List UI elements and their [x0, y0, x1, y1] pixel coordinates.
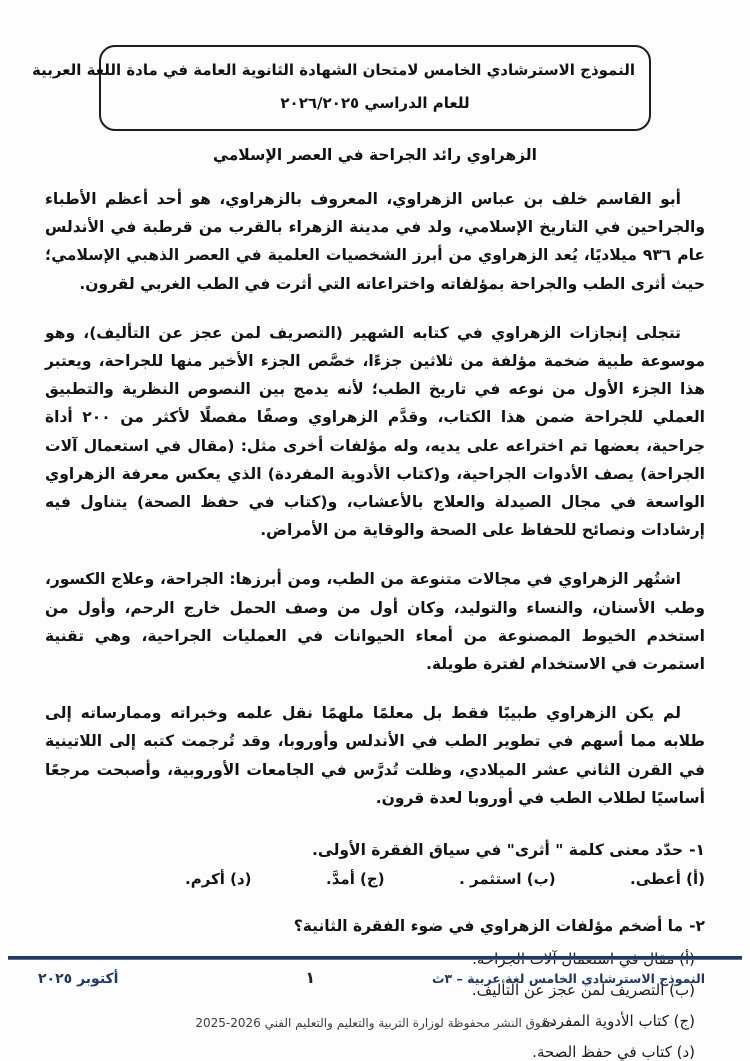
- exam-header-line2: للعام الدراسي ٢٠٢٦/٢٠٢٥: [280, 94, 470, 112]
- footer-date: أكتوبر ٢٠٢٥: [38, 971, 119, 987]
- question-1-number: ١-: [689, 841, 705, 860]
- question-2-option-b: (ب) التصريف لمن عجز عن التأليف.: [471, 981, 695, 1000]
- question-1: [45, 836, 705, 888]
- question-2-number: ٢-: [689, 917, 705, 936]
- question-2-option-c: (ج) كتاب الأدوية المفردة: [542, 1012, 695, 1031]
- question-2-option-d: (د) كتاب في حفظ الصحة.: [532, 1043, 695, 1061]
- footer-model-label: النموذج الاسترشادي الخامس لغة عربية – ٣ث: [431, 971, 705, 986]
- question-1-text: [45, 836, 705, 864]
- question-1-stem: حدّد معنى كلمة " أثرى" في سياق الفقرة الأولى.: [312, 841, 684, 860]
- footer-divider-line: [8, 956, 742, 960]
- copyright-notice: حقوق النشر محفوظة لوزارة التربية والتعليم والتعليم الفني 2026-2025: [195, 1016, 555, 1030]
- passage-paragraph-1: أبو القاسم خلف بن عباس الزهراوي، المعروف بالزهراوي، هو أحد أعظم الأطباء والجراحين في التاريخ الإسلامي، ولد في مدينة الزهراء بالقرب من قرطبة في الأندلس عام ٩٣٦ ميلاديًا، يُعد الزهراوي من أبرز الشخصيات العلمية في العصر الذهبي الإسلامي؛ حيث أثرى الطب والجراحة بمؤلفاته واختراعاته التي أثرت في الطب الغربي لقرون.: [45, 190, 705, 293]
- passage-paragraph-2: تتجلى إنجازات الزهراوي في كتابه الشهير (التصريف لمن عجز عن التأليف)، وهو موسوعة طبية ضخمة مؤلفة من ثلاثين جزءًا، خصَّص الجزء الأخير منها للجراحة، ويعتبر هذا الجزء الأول من نوعه في تاريخ الطب؛ لأنه يدمج بين النصوص النظرية والتطبيق العملي للجراحة ضمن هذا الكتاب، وقدَّم الزهراوي وصفًا مفصلًا لأكثر من ٢٠٠ أداة جراحية، بعضها تم اختراعه على يديه، وله مؤلفات أخرى مثل: (مقال في استعمال آلات الجراحة) يصف الأدوات الجراحية، و(كتاب الأدوية المفردة) الذي يعكس معرفة الزهراوي الواسعة في مجال الصيدلة والعلاج بالأعشاب، و(كتاب في حفظ الصحة) يتناول فيه إرشادات ونصائح للحفاظ على الصحة والوقاية من الأمراض.: [45, 323, 705, 540]
- question-1-option-b: (ب) استثمر .: [459, 870, 556, 889]
- question-1-option-a: (أ) أعطى.: [630, 870, 705, 889]
- question-2-options: [45, 944, 705, 1061]
- exam-header-box: [32, 45, 651, 131]
- question-2-text: [45, 912, 705, 940]
- exam-header-line1: النموذج الاسترشادي الخامس لامتحان الشهادة الثانوية العامة في مادة اللغة العربية: [32, 61, 635, 79]
- question-1-option-d: (د) أكرم.: [185, 870, 252, 889]
- question-1-options: [45, 870, 705, 888]
- passage-paragraph-4: لم يكن الزهراوي طبيبًا فقط بل معلمًا ملهمًا نقل علمه وخبراته وممارساته إلى طلابه مما أسهم في تطوير الطب في الأندلس وأوروبا، وقد تُرجمت كتبه إلى اللاتينية في القرن الثاني عشر الميلادي، وظلت تُدرَّس في الجامعات الأوروبية، وأصبحت مرجعًا أساسيًا لطلاب الطب في أوروبا لعدة قرون.: [45, 704, 705, 807]
- question-2-stem: ما أضخم مؤلفات الزهراوي في ضوء الفقرة الثانية؟: [293, 917, 684, 936]
- passage-paragraph-3: اشتُهر الزهراوي في مجالات متنوعة من الطب، ومن أبرزها: الجراحة، وعلاج الكسور، وطب الأسنان، والنساء والتوليد، وكان أول من وصف الحمل خارج الرحم، وأول من استخدم الخيوط المصنوعة من أمعاء الحيوانات في العمليات الجراحية، وهي تقنية استمرت في الاستخدام لفترة طويلة.: [45, 570, 705, 674]
- passage-title: الزهراوي رائد الجراحة في العصر الإسلامي: [213, 146, 537, 164]
- footer: [38, 968, 705, 987]
- question-1-option-c: (ج) أمدَّ.: [326, 870, 385, 889]
- footer-page-number: ١: [305, 968, 316, 987]
- passage-content: [45, 185, 705, 1061]
